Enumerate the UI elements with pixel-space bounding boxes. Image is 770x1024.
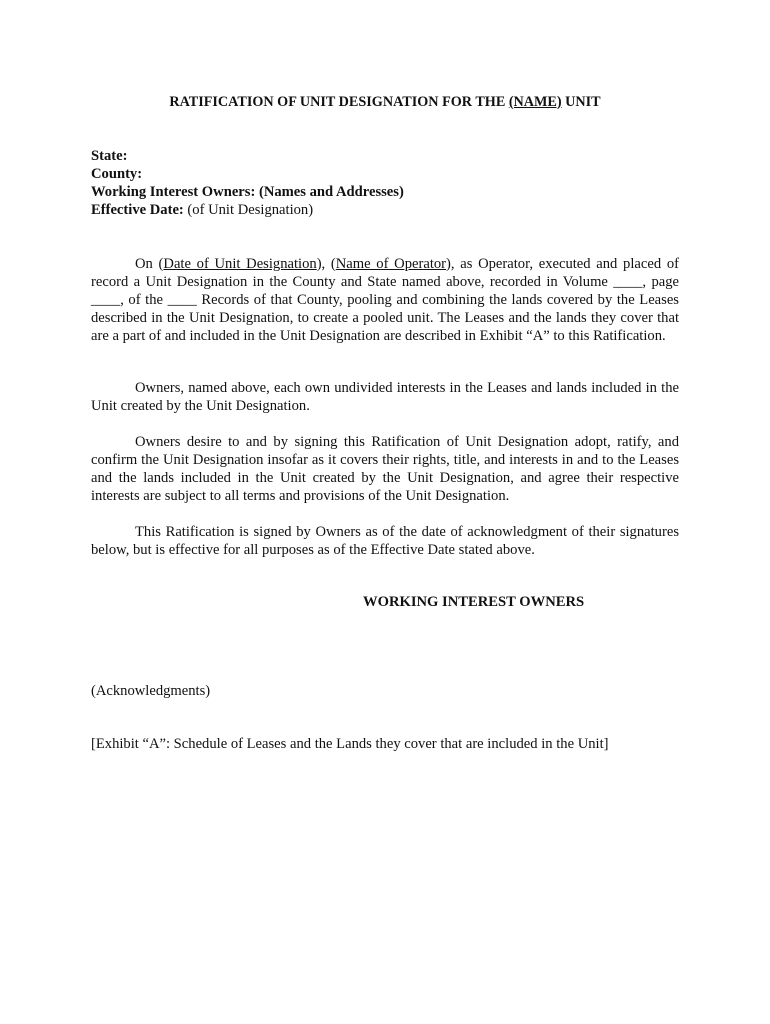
title-prefix: RATIFICATION OF UNIT DESIGNATION FOR THE: [169, 94, 509, 110]
document-title: [0, 94, 770, 111]
p1-text-a: On (: [135, 256, 164, 272]
state-label: State:: [91, 148, 128, 164]
county-label: County:: [91, 166, 143, 182]
effective-date-row: [91, 201, 404, 219]
acknowledgments-placeholder: (Acknowledgments): [91, 683, 211, 699]
p1-text-c: ), as Operator, executed and placed of record a Unit Designation in the County and State named above, recorded in Volume ____, page ____, of the ____ Records of that County, pooling and combining the lands covered by the Leases described in the Unit Designation, to create a pooled unit. The Leases and the lands they cover that are a part of and included in the Unit Designation are described in Exhibit “A” to this Ratification.: [91, 256, 679, 344]
paragraph-effective-clause: [91, 523, 679, 559]
paragraph-unit-designation: [91, 255, 679, 345]
paragraph-owners-interests: [91, 379, 679, 415]
date-of-unit-designation-placeholder: Date of Unit Designation: [163, 256, 317, 272]
p4-text: This Ratification is signed by Owners as of the date of acknowledgment of their signatures below, but is effective for all purposes as of the Effective Date stated above.: [91, 524, 679, 558]
title-unit-name-placeholder: (NAME): [508, 94, 562, 110]
name-of-operator-placeholder: Name of Operator: [335, 256, 447, 272]
title-suffix: UNIT: [561, 94, 601, 110]
exhibit-a-note: [Exhibit “A”: Schedule of Leases and the Lands they cover that are included in the Unit]: [91, 736, 609, 752]
effective-date-label: Effective Date:: [91, 202, 184, 218]
paragraph-ratification-intent: [91, 433, 679, 505]
header-fields: [91, 147, 404, 219]
signature-heading: WORKING INTEREST OWNERS: [363, 594, 585, 610]
p1-text-b: ), (: [316, 256, 336, 272]
p2-text: Owners, named above, each own undivided interests in the Leases and lands included in the Unit created by the Unit Designation.: [91, 380, 679, 414]
p3-text: Owners desire to and by signing this Ratification of Unit Designation adopt, ratify, and confirm the Unit Designation insofar as it covers their rights, title, and interests in and to the Leases and the lands included in the Unit created by the Unit Designation, and agree their respective interests are subject to all terms and provisions of the Unit Designation.: [91, 434, 679, 504]
working-interest-owners-label: Working Interest Owners: (Names and Addresses): [91, 184, 404, 200]
effective-date-note: (of Unit Designation): [183, 202, 314, 218]
